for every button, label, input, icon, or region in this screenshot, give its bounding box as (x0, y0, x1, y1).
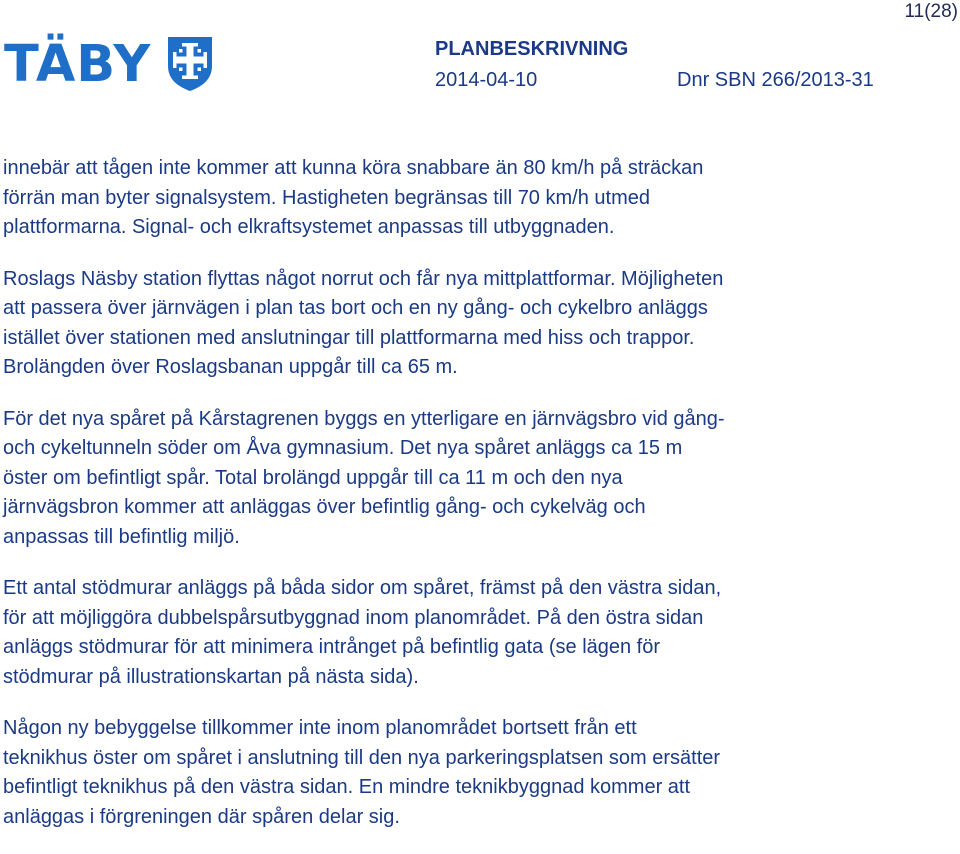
text-line: förrän man byter signalsystem. Hastigheten begränsas till 70 km/h utmed (3, 186, 650, 209)
text-line: stödmurar på illustrationskartan på nästa sida). (3, 665, 419, 688)
text-line: öster om befintligt spår. Total brolängd uppgår till ca 11 m och den nya (3, 466, 623, 489)
text-line: anläggs stödmurar för att minimera intrånget på befintlig gata (se lägen för (3, 636, 661, 658)
text-line: och cykeltunneln söder om Åva gymnasium. Det nya spåret anläggs ca 15 m (3, 437, 683, 459)
text-line: teknikhus öster om spåret i anslutning till den nya parkeringsplatsen som ersätter (3, 746, 721, 769)
logo-wordmark: TÄBY (4, 34, 152, 94)
text-line: Brolängden över Roslagsbanan uppgår till ca 65 m. (3, 356, 458, 378)
document-reference: Dnr SBN 266/2013-31 (677, 69, 874, 91)
text-line: istället över stationen med anslutningar till plattformarna med hiss och trappor. (3, 326, 695, 349)
taby-cross-shield-icon (167, 36, 213, 92)
text-line: För det nya spåret på Kårstagrenen byggs en ytterligare en järnvägsbro vid gång- (3, 407, 725, 430)
document-body (3, 154, 793, 854)
text-line: anpassas till befintlig miljö. (3, 525, 240, 548)
paragraph (3, 265, 793, 383)
text-line: innebär att tågen inte kommer att kunna köra snabbare än 80 km/h på sträckan (3, 157, 704, 179)
text-line: för att möjliggöra dubbelspårsutbyggnad inom planområdet. På den östra sidan (3, 606, 704, 629)
text-line: järnvägsbron kommer att anläggas över befintlig gång- och cykelväg och (3, 496, 646, 518)
text-line: anläggas i förgreningen där spåren delar sig. (3, 805, 400, 828)
text-line: befintligt teknikhus på den västra sidan. En mindre teknikbyggnad kommer att (3, 776, 691, 798)
taby-logo (4, 36, 213, 92)
text-line: Någon ny bebyggelse tillkommer inte inom planområdet bortsett från ett (3, 717, 637, 739)
text-line: plattformarna. Signal- och elkraftsystemet anpassas till utbyggnaden. (3, 216, 615, 238)
document-date: 2014-04-10 (435, 69, 538, 91)
paragraph (3, 405, 793, 553)
text-line: Ett antal stödmurar anläggs på båda sidor om spåret, främst på den västra sidan, (3, 577, 722, 599)
text-line: Roslags Näsby station flyttas något norrut och får nya mittplattformar. Möjligheten (3, 267, 724, 290)
page-number: 11(28) (904, 1, 958, 22)
document-title: PLANBESKRIVNING (435, 38, 629, 60)
paragraph (3, 714, 793, 832)
paragraph (3, 574, 793, 692)
paragraph (3, 154, 793, 243)
text-line: att passera över järnvägen i plan tas bort och en ny gång- och cykelbro anläggs (3, 297, 708, 319)
